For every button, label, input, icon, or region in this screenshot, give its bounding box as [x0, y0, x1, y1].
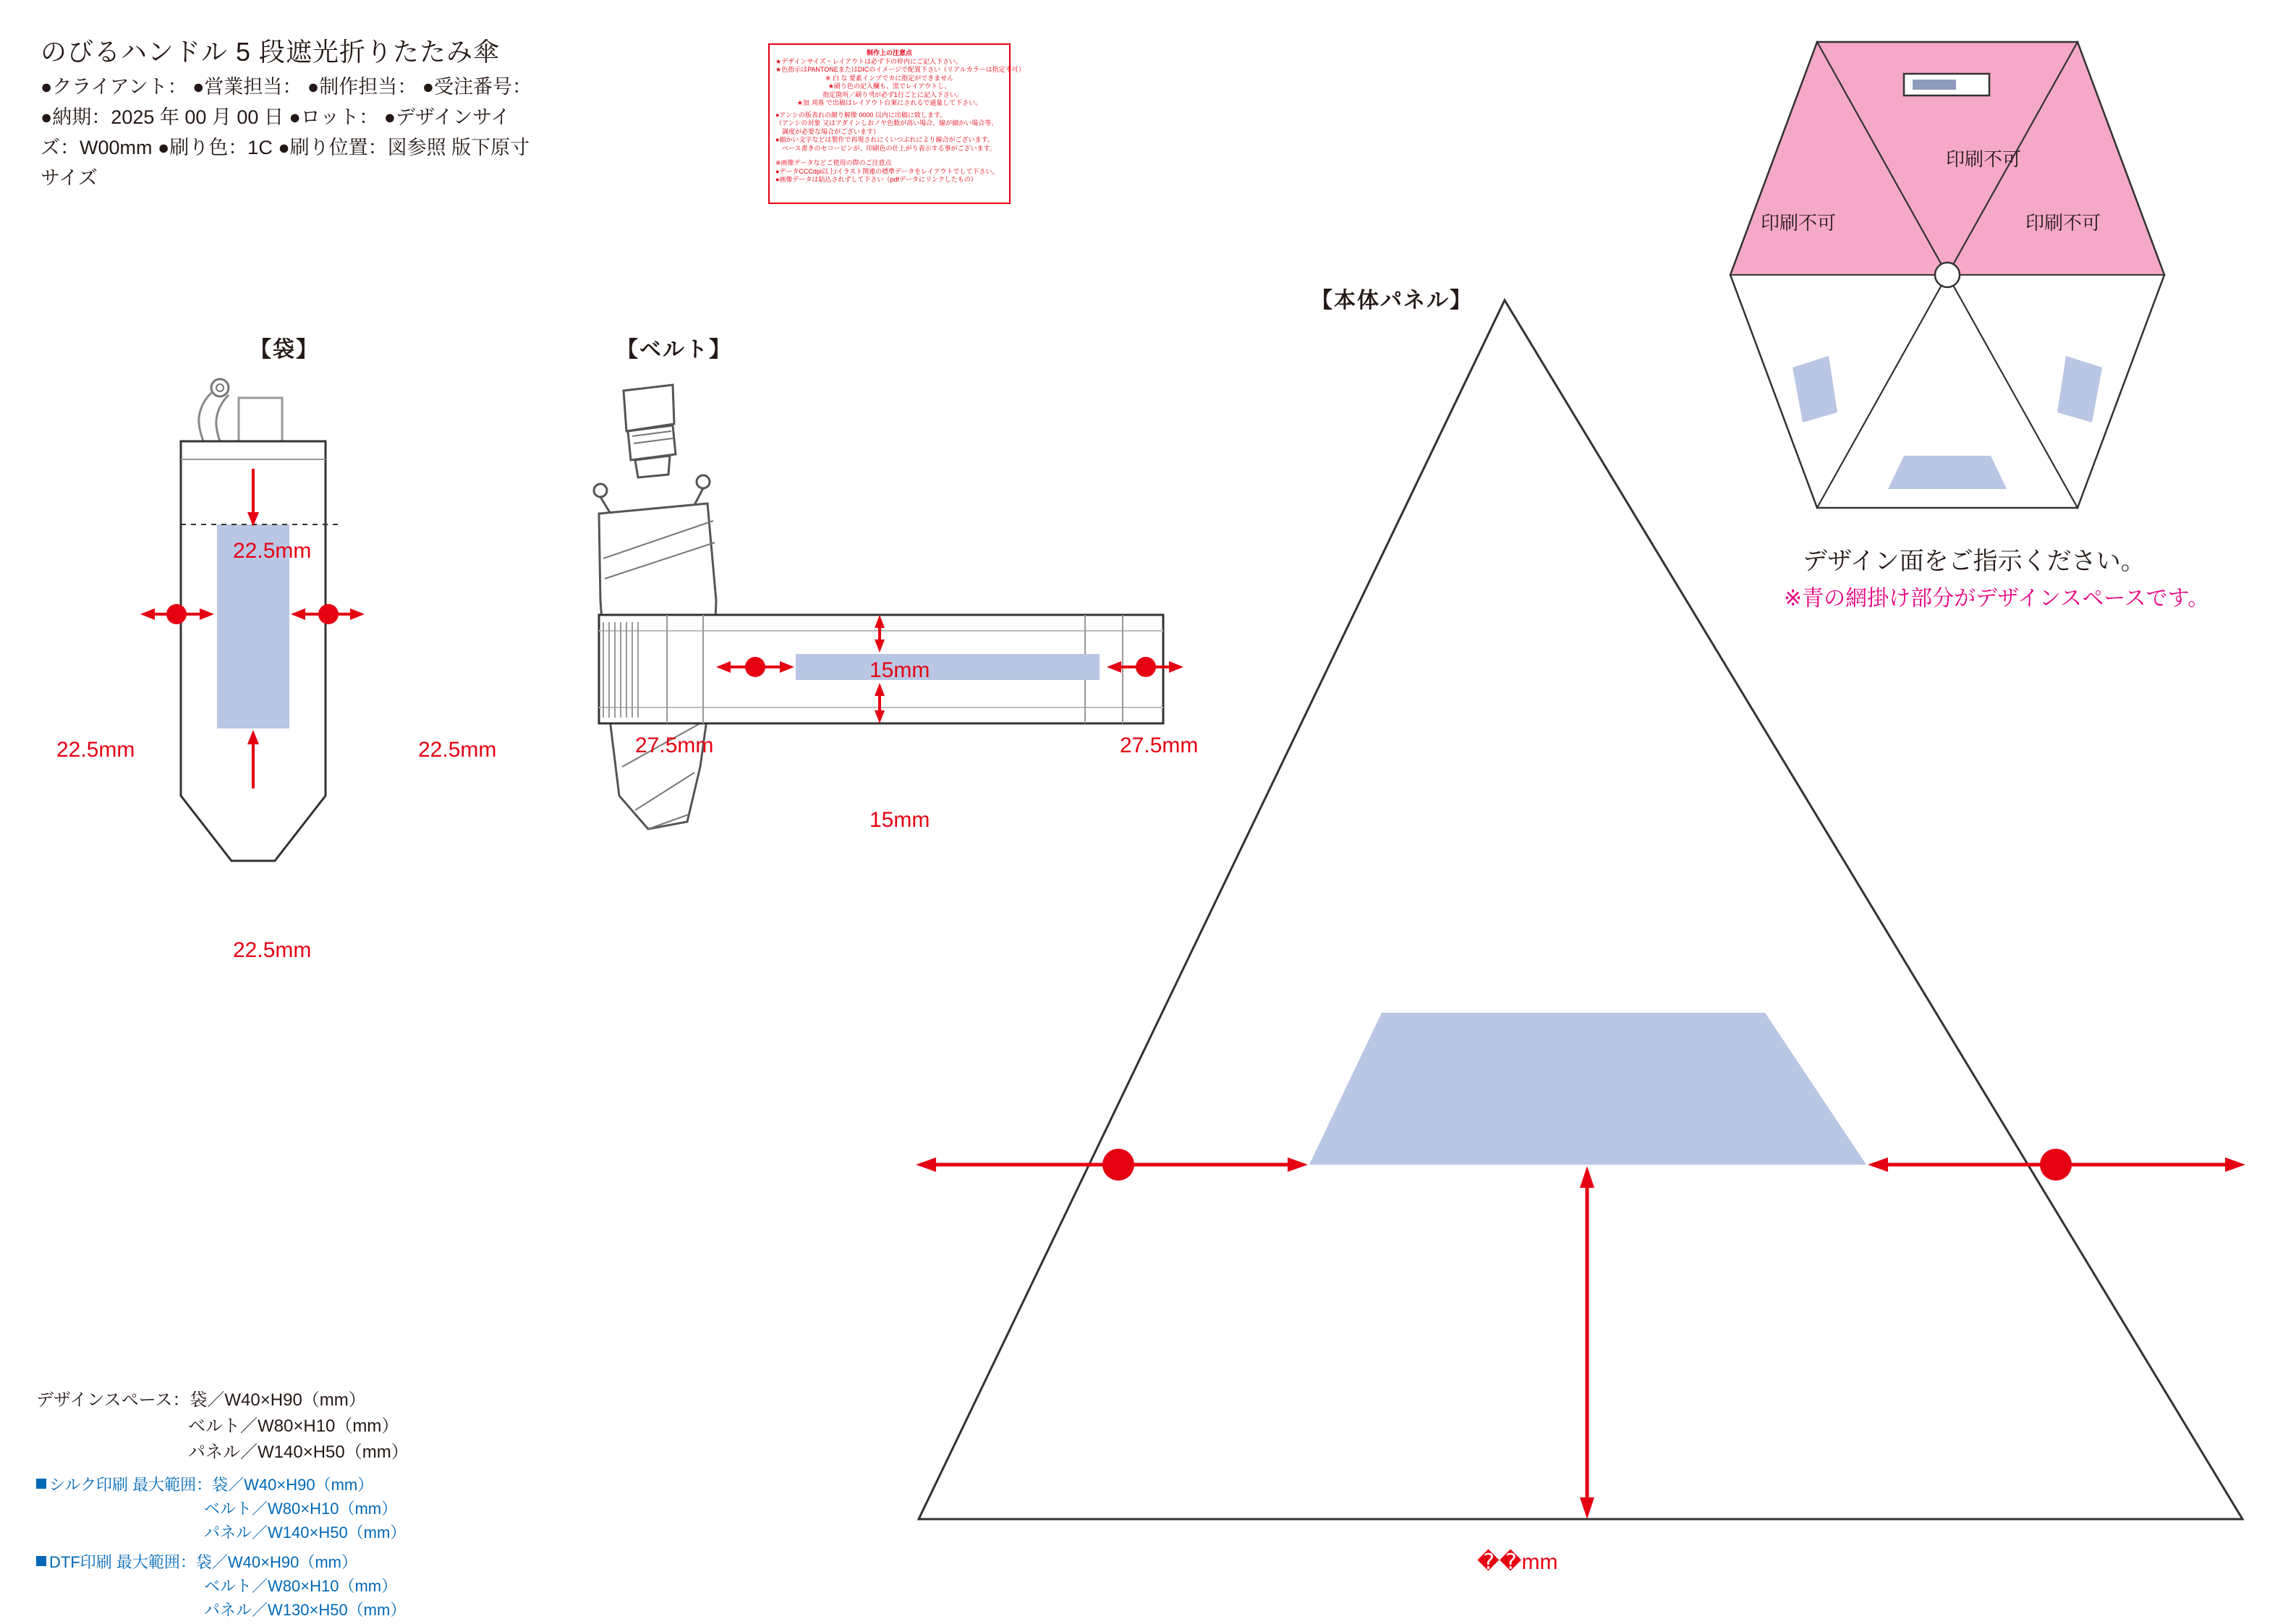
dtf-line: DTF印刷 最大範囲：袋／W40×H90（mm） — [49, 1553, 357, 1571]
silk-line: ベルト／W80×H10（mm） — [204, 1500, 398, 1518]
panel-bottom-dim: ��mm — [1477, 1550, 1558, 1574]
no-print-left-label: 印刷不可 — [1761, 212, 1837, 234]
bag-dim-top: 22.5mm — [233, 539, 312, 563]
design-space-line: ベルト／W80×H10（mm） — [188, 1416, 399, 1436]
no-print-right-label: 印刷不可 — [2025, 212, 2101, 234]
bag-dim-bottom: 22.5mm — [233, 938, 312, 962]
design-side-caption: デザイン面をご指示ください。 — [1803, 548, 2146, 575]
bag-dim-left: 22.5mm — [56, 738, 135, 762]
spec-line: ズ：W00mm ●刷り色：1C ●刷り位置：図参照 版下原寸 — [41, 136, 530, 158]
design-space-line: パネル／W140×H50（mm） — [188, 1442, 409, 1462]
notice-line: ●アンシの版表れの顔り解像 0000 以内に出稿に致します。 — [775, 111, 947, 119]
notice-line: ベース書きのセコーピンが、印刷色の仕上がり表示する事がございます。 — [775, 144, 996, 152]
bag-illustration — [101, 362, 506, 962]
belt-dim-bottom: 15mm — [869, 808, 930, 832]
notice-line: ※ 白 な 要素インプでカに指定ができません — [825, 74, 954, 82]
blue-square-icon — [36, 1479, 46, 1489]
notice-line: ●細かい文字などは製作で再現されにくいつぶれにより線合がございます。 — [775, 136, 994, 144]
spec-line: ●納期：2025 年 00 月 00 日 ●ロット： ●デザインサイ — [41, 106, 511, 128]
notice-line: ●データCCCdpi以上/イラスト関連の標準データをレイアウトでして下さい。 — [775, 167, 999, 175]
belt-dim-top: 15mm — [869, 658, 930, 682]
spec-line: ●クライアント： ●営業担当： ●制作担当： ●受注番号： — [41, 76, 532, 98]
notice-heading: 制作上の注意点 — [866, 49, 912, 56]
spec-line: サイズ — [41, 166, 98, 189]
notice-line: 指定箇所／刷り색が必ず1行ごとに記入下さい。 — [816, 90, 963, 98]
notice-line: ★加 刈基 で出稿はレイアウト台案にされるで通量して下さい。 — [796, 99, 982, 107]
notice-line: 調度が必要な場合がございます） — [775, 127, 880, 135]
design-space-line: デザインスペース：袋／W40×H90（mm） — [36, 1390, 366, 1410]
section-label-belt: 【ベルト】 — [616, 338, 732, 362]
silk-print-range — [36, 1473, 409, 1497]
belt-dim-right: 27.5mm — [1120, 734, 1199, 757]
page-title: のびるハンドル 5 段遮光折りたたみ傘 — [41, 37, 501, 67]
spec-block — [41, 72, 547, 193]
notice-line: ●画像データは貼込されずして下さい（pdfデータにリンクしたもの） — [775, 176, 977, 184]
no-print-center-label: 印刷不可 — [1946, 148, 2022, 170]
blue-square-icon — [36, 1556, 46, 1566]
dtf-print-range — [36, 1550, 409, 1574]
notice-line: ★色指示はPANTONEまたはDICのイメージで配置下さい（リアルカラーは指定不可） — [775, 66, 1025, 74]
belt-dim-left: 27.5mm — [635, 734, 714, 757]
notice-line: ※画像データなどご使用の際のご注意点 — [775, 159, 892, 167]
silk-line: パネル／W140×H50（mm） — [204, 1523, 407, 1542]
design-space-note: ※青の網掛け部分がデザインスペースです。 — [1784, 587, 2210, 611]
umbrella-top-illustration — [1687, 36, 2208, 311]
section-label-panel: 【本体パネル】 — [1311, 289, 1473, 313]
dtf-line: パネル／W130×H50（mm） — [204, 1601, 407, 1619]
body-panel-illustration — [904, 289, 2264, 1534]
dtf-line: ベルト／W80×H10（mm） — [204, 1577, 398, 1595]
bag-dim-right: 22.5mm — [418, 738, 497, 762]
design-space-legend — [36, 1387, 409, 1622]
section-label-bag: 【袋】 — [250, 338, 319, 362]
notice-line: （アンシの対象 又はアダインしおノヤ色数が高い場合、線が細かい場合等、 — [775, 119, 998, 127]
notice-line: ★デザインサイズ・レイアウトは必ず下の枠内にご記入下さい。 — [775, 57, 963, 65]
notice-line: ★刷り色の記入欄も、黒でレイアウトし、 — [828, 82, 951, 90]
notice-box — [768, 43, 1025, 204]
silk-line: シルク印刷 最大範囲：袋／W40×H90（mm） — [49, 1476, 374, 1494]
